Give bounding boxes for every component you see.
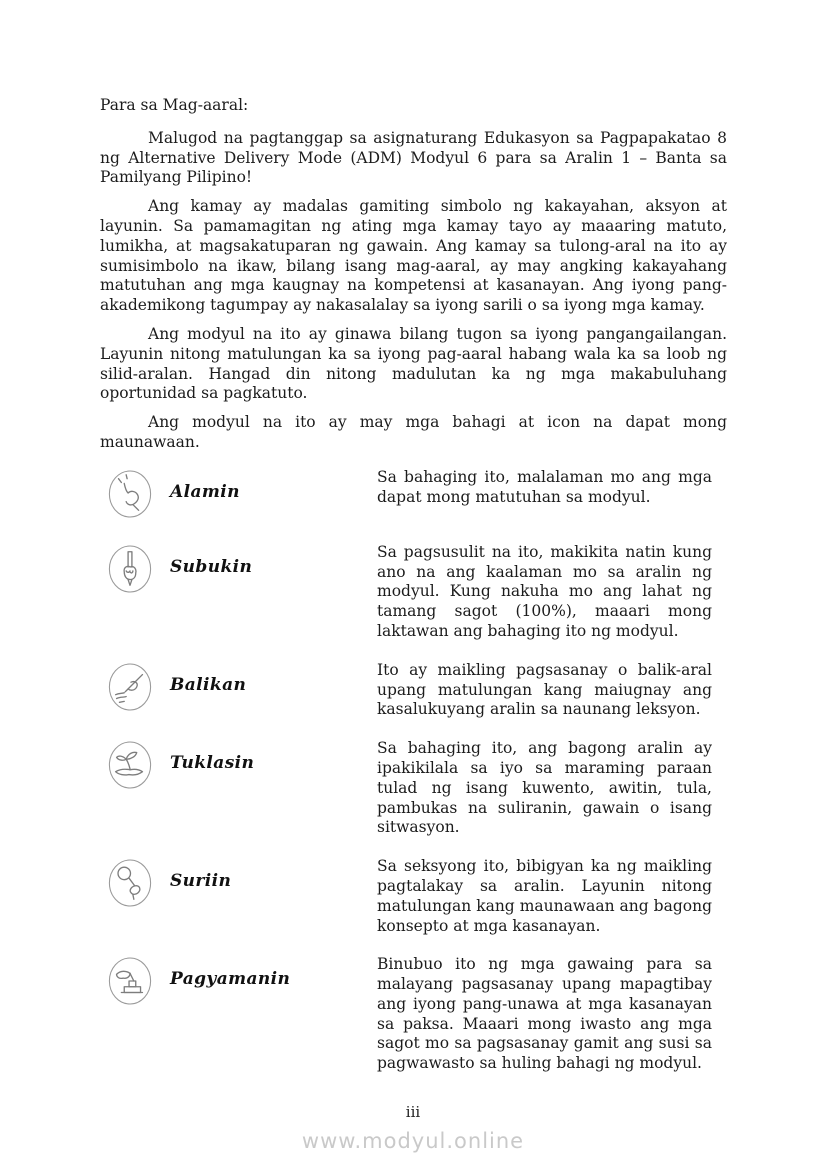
icon-cell — [100, 738, 170, 795]
hand-magnifier-icon — [107, 857, 153, 909]
hand-writing-icon — [107, 661, 153, 713]
icon-label: Balikan — [170, 674, 247, 695]
icon-description: Ito ay maikling pagsasanay o balik-aral upang matulungan kang maiugnay ang kasalukuyang aralin sa naunang leksyon. — [377, 660, 712, 719]
icon-guide-row-alamin — [100, 467, 727, 524]
icon-description: Sa bahaging ito, malalaman mo ang mga dapat mong matutuhan sa modyul. — [377, 467, 712, 506]
icon-label: Tuklasin — [170, 753, 255, 774]
hand-symbol-paragraph: Ang kamay ay madalas gamiting simbolo ng kakayahan, aksyon at layunin. Sa pamamagitan ng ating mga kamay tayo ay maaaring matuto, lumikha, at magsakatuparan ng gawain. Ang kamay sa tulong-aral na ito ay sumisimbolo na ikaw, bilang isang mag-aaral, ay may angking kakayahang matutuhan ang mga kaugnay na kompetensi at kasanayan. Ang iyong pang-akademikong tagumpay ay nakasalalay sa iyong sarili o sa iyong mga kamay. — [100, 197, 727, 315]
intro-paragraph: Malugod na pagtanggap sa asignaturang Edukasyon sa Pagpapakatao 8 ng Alternative Delivery Mode (ADM) Modyul 6 para sa Aralin 1 – Banta sa Pamilyang Pilipino! — [100, 128, 727, 187]
salutation-heading: Para sa Mag-aaral: — [100, 96, 249, 114]
hand-inkwell-icon — [107, 955, 153, 1007]
website-watermark: www.modyul.online — [301, 1129, 525, 1153]
page-footer — [0, 1103, 826, 1169]
icon-guide — [100, 467, 727, 1074]
page-number: iii — [405, 1103, 421, 1121]
icon-description: Sa bahaging ito, ang bagong aralin ay ipakikilala sa iyo sa maraming paraan tulad ng isang kuwento, awitin, tula, pambukas na suliranin, gawain o isang sitwasyon. — [377, 739, 712, 837]
icon-guide-row-suriin — [100, 856, 727, 936]
icon-label: Subukin — [170, 556, 253, 577]
icon-cell — [100, 856, 170, 913]
icon-label: Alamin — [170, 481, 240, 502]
pointing-hand-icon — [107, 468, 153, 520]
icon-label: Suriin — [170, 871, 232, 892]
icon-intro-sentence: Ang modyul na ito ay may mga bahagi at icon na dapat mong maunawaan. — [100, 413, 727, 451]
icon-description: Sa pagsusulit na ito, makikita natin kung ano na ang kaalaman mo sa aralin ng modyul. Kung nakuha mo ang lahat ng tamang sagot (100%), maaari mong laktawan ang bahaging ito ng modyul. — [377, 542, 712, 640]
module-purpose-paragraph: Ang modyul na ito ay ginawa bilang tugon sa iyong pangangailangan. Layunin nitong matulungan ka sa iyong pag-aaral habang wala ka sa loob ng silid-aralan. Hangad din nitong madulutan ka ng mga makabuluhang oportunidad sa pagkatuto. — [100, 324, 727, 403]
hand-holding-pencil-icon — [107, 543, 153, 595]
icon-guide-row-tuklasin — [100, 738, 727, 838]
icon-cell — [100, 954, 170, 1011]
hand-holding-plant-icon — [107, 739, 153, 791]
icon-guide-row-subukin — [100, 542, 727, 642]
icon-guide-row-balikan — [100, 660, 727, 720]
icon-guide-row-pagyamanin — [100, 954, 727, 1074]
icon-description: Binubuo ito ng mga gawaing para sa malayang pagsasanay upang mapagtibay ang iyong pang-unawa at mga kasanayan sa paksa. Maaari mong iwasto ang mga sagot mo sa pagsasanay gamit ang susi sa pagwawasto sa huling bahagi ng modyul. — [377, 955, 712, 1073]
icon-label: Pagyamanin — [170, 969, 291, 990]
icon-description: Sa seksyong ito, bibigyan ka ng maikling pagtalakay sa aralin. Layunin nitong matulungan kang maunawaan ang bagong konsepto at mga kasanayan. — [377, 857, 712, 935]
icon-cell — [100, 660, 170, 717]
icon-cell — [100, 542, 170, 599]
icon-cell — [100, 467, 170, 524]
